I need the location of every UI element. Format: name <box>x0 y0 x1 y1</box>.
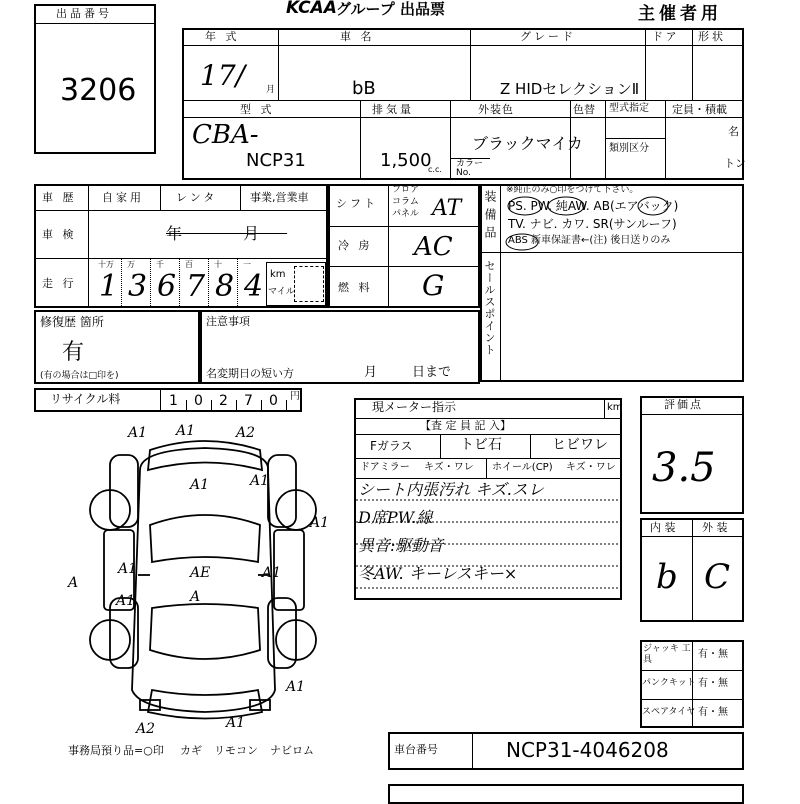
damage-mark: A1 <box>250 473 270 489</box>
chassis-label: 車台番号 <box>394 743 438 756</box>
interior-value: b <box>656 557 678 597</box>
mileage-digit: 1 <box>99 269 119 304</box>
mileage-unit-label: 千 <box>156 260 164 269</box>
deadline-month: 月 <box>364 365 378 380</box>
year-month-suffix: 月 <box>266 85 276 95</box>
damage-mark: A <box>190 589 201 605</box>
equipment-label: 装備品 <box>483 190 497 244</box>
organizer-label: 主催者用 <box>638 4 722 24</box>
mileage-unit-label: 十万 <box>98 260 114 269</box>
mileage-unit-label: 百 <box>185 260 193 269</box>
history-label: 車 歴 <box>42 191 77 204</box>
key-label: カギ <box>180 744 202 757</box>
recycle-digit: 7 <box>244 393 253 409</box>
interior-label: 内 装 <box>650 521 676 534</box>
shift-option-panel: パネル <box>392 209 420 219</box>
shift-value: AT <box>432 196 462 221</box>
navi-rom-label: ナビロム <box>270 744 314 757</box>
wheel-scratch-label: キズ・ワレ <box>566 462 616 473</box>
color-change-label: 色替 <box>573 103 595 116</box>
exterior-value: C <box>704 557 731 597</box>
exterior-color-value: ブラックマイカ <box>472 134 583 153</box>
inspector-note: 異音:駆動音 <box>358 536 444 555</box>
model-label: 型 式 <box>240 103 275 116</box>
car-name-label: 車 名 <box>340 30 375 43</box>
recycle-digit: 2 <box>219 393 228 409</box>
fuel-label: 燃 料 <box>338 281 373 294</box>
mile-label: マイル <box>268 287 295 297</box>
deadline-day: 日まで <box>412 365 452 380</box>
grade-label: グレード <box>520 30 576 43</box>
capacity-label: 定員・積載 <box>672 103 727 116</box>
recycle-digit: 0 <box>194 393 203 409</box>
exterior-color-label: 外装色 <box>478 103 514 116</box>
mileage-digit: 6 <box>157 269 177 304</box>
mileage-digit: 3 <box>128 269 148 304</box>
car-name-value: bB <box>352 78 376 99</box>
year-value: 17/ <box>200 59 246 92</box>
jack-tools-label: ジャッキ 工具 <box>643 644 691 665</box>
model-designation-label: 型式指定 <box>609 103 649 114</box>
equipment-line-2: TV. ナビ. カワ. SR(サンルーフ) <box>508 217 677 231</box>
stone-chip-label: トビ石 <box>460 437 502 453</box>
name-change-deadline-label: 名変期日の短い方 <box>206 367 294 380</box>
repair-label: 修復歴 箇所 <box>40 315 104 329</box>
ac-label: 冷 房 <box>338 239 373 252</box>
damage-mark: A1 <box>310 515 330 531</box>
mileage-digit: 8 <box>215 269 235 304</box>
score-label: 評価点 <box>664 398 703 411</box>
ac-value: AC <box>414 232 453 262</box>
inspector-section-label: 【査 定 員 記 入】 <box>420 419 511 432</box>
model-prefix: CBA- <box>192 120 259 150</box>
lot-label: 出品番号 <box>56 7 112 20</box>
inspection-value: 年 月 <box>166 224 288 243</box>
meter-label: 現メーター指示 <box>372 400 457 414</box>
equipment-line-3: ABS 新車保証書←(注) 後日送りのみ <box>508 235 671 246</box>
recycle-unit: 円 <box>290 391 300 402</box>
damage-mark: A <box>68 575 79 591</box>
notes-label: 注意事項 <box>206 315 250 328</box>
recycle-label: リサイクル料 <box>50 392 121 406</box>
damage-mark: A1 <box>128 425 148 441</box>
f-glass-label: Fガラス <box>370 439 413 453</box>
spare-tire-label: スペアタイヤ <box>642 707 696 717</box>
cc-unit: c.c. <box>428 165 442 174</box>
fuel-value: G <box>422 269 445 302</box>
unit-people: 名 <box>728 125 739 138</box>
damage-mark: A1 <box>226 715 246 731</box>
grade-value: Z HIDセレクションⅡ <box>500 80 640 98</box>
mirror-scratch-label: キズ・ワレ <box>424 462 474 473</box>
inspector-note: 冬AW. キーレスキー× <box>358 564 518 583</box>
bottom-cut-box <box>388 784 744 804</box>
repair-value: 有 <box>62 340 85 365</box>
equipment-line-1: PS. PW. 純AW. AB(エアバック) <box>508 199 679 213</box>
sale-point-label: セールスポイント <box>483 260 496 356</box>
damage-mark: AE <box>190 565 211 581</box>
shift-label: シフト <box>336 197 378 210</box>
repair-note: (有の場合は□印を) <box>40 371 119 381</box>
score-value: 3.5 <box>652 445 716 491</box>
lot-number: 3206 <box>60 73 137 108</box>
damage-mark: A1 <box>262 565 282 581</box>
color-no-label: カラー No. <box>456 159 484 178</box>
mileage-unit-label: 万 <box>127 260 135 269</box>
equipment-header: ※純正のみ○印をつけて下さい。 <box>506 185 639 195</box>
puncture-kit-label: パンクキット <box>642 678 696 688</box>
damage-mark: A1 <box>176 423 196 439</box>
damage-mark: A1 <box>116 593 136 609</box>
mileage-unit-label: 十 <box>214 260 222 269</box>
damage-mark: A2 <box>136 721 156 737</box>
damage-mark: A1 <box>190 477 210 493</box>
recycle-digit: 0 <box>269 393 278 409</box>
remote-label: リモコン <box>214 744 258 757</box>
shift-option-floor: フロア <box>392 185 420 195</box>
exterior-label: 外 装 <box>702 521 728 534</box>
chassis-value: NCP31-4046208 <box>506 738 669 762</box>
mileage-unit-label: 一 <box>243 260 251 269</box>
form-title: グループ 出品票 <box>336 0 446 18</box>
spare-option: 有・無 <box>698 707 728 718</box>
door-mirror-label: ドアミラー <box>360 462 410 473</box>
shape-label: 形状 <box>698 30 726 43</box>
puncture-option: 有・無 <box>698 678 728 689</box>
mileage-digit: 4 <box>244 269 264 304</box>
km-label: km <box>270 269 286 280</box>
displacement-value: 1,500 <box>380 150 432 171</box>
inspection-label: 車 検 <box>42 228 77 241</box>
displacement-label: 排気量 <box>372 103 414 116</box>
year-label: 年 式 <box>205 30 240 43</box>
unit-ton: トン <box>724 157 746 170</box>
inspector-note: D席PW.線 <box>358 508 433 527</box>
brand-logo: KCAA <box>286 0 337 18</box>
meter-unit: km <box>607 402 623 413</box>
wheel-label: ホイール(CP) <box>492 462 553 473</box>
damage-mark: A1 <box>286 679 306 695</box>
crack-label: ヒビワレ <box>552 437 608 453</box>
office-items-label: 事務局預り品=○印 <box>68 744 164 757</box>
damage-mark: A2 <box>236 425 256 441</box>
recycle-digit: 1 <box>169 393 178 409</box>
model-code: NCP31 <box>246 150 306 171</box>
mileage-digit: 7 <box>186 269 206 304</box>
private-use-label: 自家用 <box>102 191 144 204</box>
mileage-label: 走 行 <box>42 277 77 290</box>
damage-mark: A1 <box>118 561 138 577</box>
rental-label: レンタ <box>176 191 218 204</box>
business-label: 事業,営業車 <box>250 191 309 204</box>
category-label: 類別区分 <box>609 143 649 154</box>
inspector-note: シート内張汚れ キズ.スレ <box>358 480 544 499</box>
jack-option: 有・無 <box>698 649 728 660</box>
shift-option-column: コラム <box>392 197 419 207</box>
door-label: ドア <box>652 30 680 43</box>
